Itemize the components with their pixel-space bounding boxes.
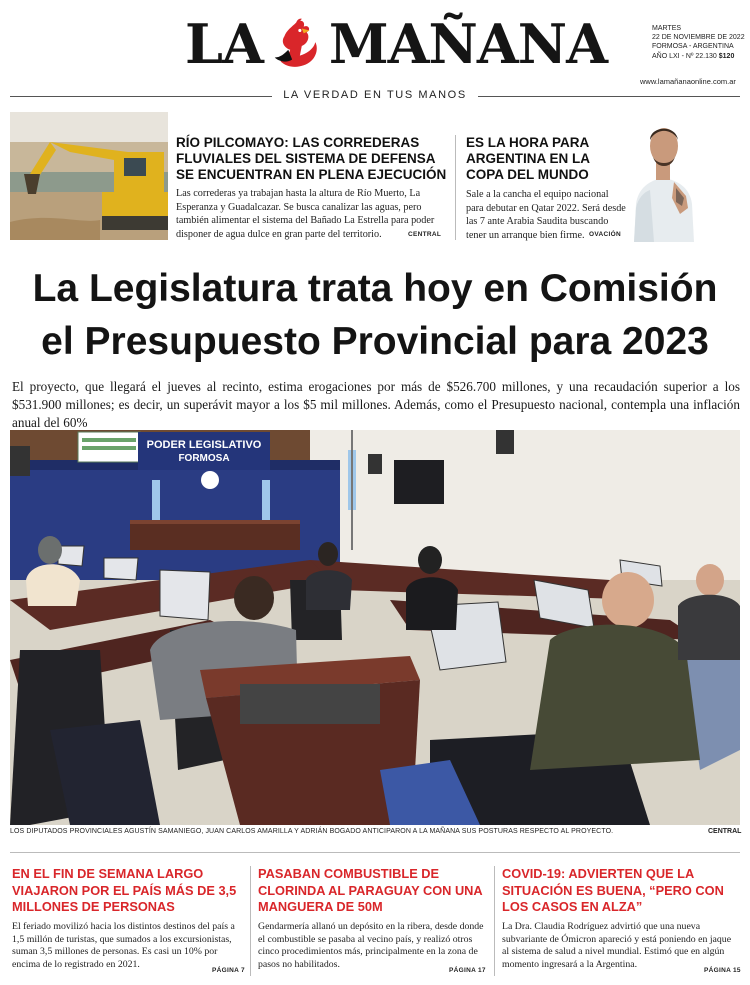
story-tourism-body: El feriado movilizó hacia los distintos destinos del país a 1,5 millón de turistas, que sumados a los excursionistas, suman 3,5 millones de personas. Es casi un 10% por encima de lo registrado en 2021. (12, 921, 235, 971)
teaser-mundial-title[interactable]: ES LA HORA PARA ARGENTINA EN LA COPA DEL MUNDO (466, 135, 590, 182)
story-fuel-page[interactable]: PÁGINA 17 (449, 967, 486, 974)
logo-word-la: LA (185, 12, 263, 76)
edition-day: MARTES (652, 25, 682, 32)
photo-caption: LOS DIPUTADOS PROVINCIALES AGUSTÍN SAMANIEGO, JUAN CARLOS AMARILLA Y ADRIÁN BOGADO ANTICIPARON A LA MAÑANA SUS POSTURAS RESPECTO AL PROYECTO. (10, 828, 614, 835)
story-covid-title[interactable]: COVID-19: ADVIERTEN QUE LA SITUACIÓN ES BUENA, “PERO CON LOS CASOS EN ALZA” (502, 866, 724, 914)
teaser-divider (455, 135, 456, 240)
website-link[interactable]: www.lamañanaonline.com.ar (640, 77, 736, 86)
main-headline[interactable] (0, 262, 750, 368)
story-tourism-page[interactable]: PÁGINA 7 (212, 967, 245, 974)
legislature-photo-art (10, 430, 740, 825)
edition-price: $120 (718, 52, 735, 60)
player-photo[interactable] (628, 118, 698, 242)
photo-sign-line-2: FORMOSA (178, 453, 230, 464)
edition-info (652, 24, 747, 61)
legislature-photo[interactable] (10, 430, 740, 825)
photo-sign-line-1: PODER LEGISLATIVO (146, 439, 262, 451)
main-headline-line-1: La Legislatura trata hoy en Comisión (32, 267, 718, 310)
story-divider-2 (494, 866, 495, 976)
teaser-pilcomayo-credit[interactable]: CENTRAL (408, 231, 442, 238)
story-covid-page[interactable]: PÁGINA 15 (704, 967, 741, 974)
masthead (0, 0, 750, 108)
story-divider-1 (250, 866, 251, 976)
teaser-pilcomayo-body: Las correderas ya trabajan hasta la altura de Río Muerto, La Esperanza y Guadalcazar. Se busca canalizar las aguas, pero también alimentar el sistema del Bañado La Estrella para poder disponer de agua dulce en gran parte del territorio. (176, 188, 435, 240)
main-headline-line-2: el Presupuesto Provincial para 2023 (41, 320, 709, 363)
edition-number: AÑO LXI - Nº 22.130 (652, 52, 717, 60)
tagline: LA VERDAD EN TUS MANOS (10, 89, 740, 101)
story-covid-body: La Dra. Claudia Rodríguez advirtió que una nueva subvariante de Ómicron apareció y está poniendo en jaque al sistema de salud a nivel mundial. Estimó que en algún momento ingresará a la Argentina. (502, 921, 732, 971)
edition-date: 22 DE NOVIEMBRE DE 2022 (652, 34, 745, 42)
edition-location: FORMOSA - ARGENTINA (652, 43, 734, 51)
newspaper-logo[interactable] (185, 14, 607, 74)
story-fuel-body: Gendarmería allanó un depósito en la ribera, desde donde el combustible se pasaba al vecino país, y realizó otros cinco procedimientos más, principalmente en la zona de pasos no habilitados. (258, 921, 484, 971)
teaser-mundial-credit[interactable]: OVACIÓN (589, 231, 621, 238)
teaser-mundial-body: Sale a la cancha el equipo nacional para debutar en Qatar 2022. Será desde las 7 ante Arabia Saudita buscando tener un arranque bien firme. (466, 189, 626, 241)
rooster-icon (267, 15, 325, 73)
edition-number-price (652, 52, 747, 61)
excavator-photo[interactable] (10, 112, 168, 240)
story-fuel-title[interactable]: PASABAN COMBUSTIBLE DE CLORINDA AL PARAGUAY CON UNA MANGUERA DE 50M (258, 866, 483, 914)
story-tourism-title[interactable]: EN EL FIN DE SEMANA LARGO VIAJARON POR EL PAÍS MÁS DE 3,5 MILLONES DE PERSONAS (12, 866, 237, 914)
bottom-rule (10, 852, 740, 853)
teaser-pilcomayo-title[interactable]: RÍO PILCOMAYO: LAS CORREDERAS FLUVIALES DEL SISTEMA DE DEFENSA SE ENCUENTRAN EN PLENA EJECUCIÓN (176, 135, 447, 182)
main-lede: El proyecto, que llegará el jueves al recinto, estima erogaciones por más de $526.700 millones, y una recaudación superior a los $531.900 millones; es decir, un superávit mayor a los $5 mil millones. Además, como el Presupuesto nacional, contempla una inflación anual del 60% (12, 379, 740, 430)
logo-word-manana: MAÑANA (328, 12, 608, 76)
photo-credit[interactable]: CENTRAL (708, 828, 742, 835)
tagline-row (10, 89, 740, 103)
